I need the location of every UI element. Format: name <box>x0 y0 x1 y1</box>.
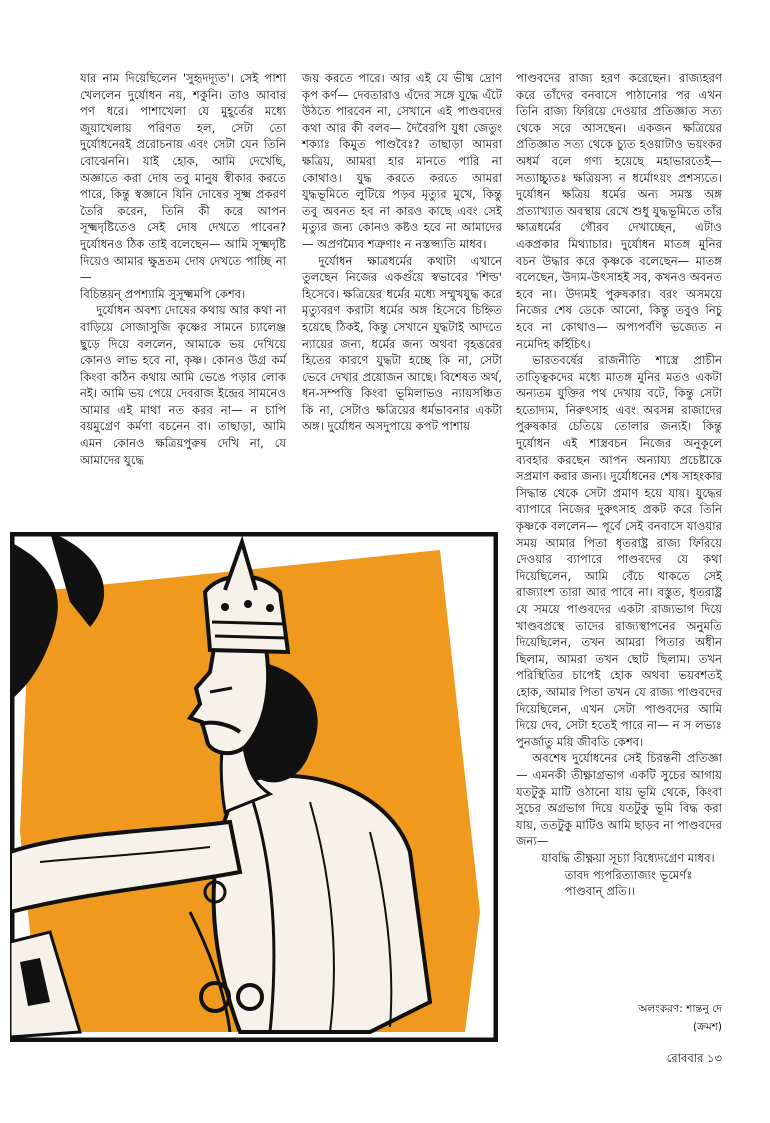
page-folio: রোববার ১৩ <box>666 1051 722 1065</box>
continued-note: (ক্রমশ) <box>692 1021 722 1033</box>
paragraph: অবশেষ দুর্যোধনের সেই চিরন্তনী প্রতিজ্ঞা— এমনকী তীক্ষ্ণাগ্রভাগ একটি সুচের আগায় যতটুকু মাটি ওঠানো যায় ভূমি থেকে, কিংবা সুচের অগ্রভাগ দিয়ে যতটুকু ভূমি বিদ্ধ করা যায়, ততটুকু মাটিও আমি ছাড়ব না পাণ্ডবদের জন্য— <box>516 751 722 849</box>
illustrator-credit: অলংকরণ: শান্তনু দে <box>638 1003 722 1015</box>
text-column-1 <box>80 70 286 468</box>
credit-block <box>612 1000 722 1036</box>
text-column-3 <box>516 70 722 900</box>
paragraph: জয় করতে পারে। আর এই যে ভীষ্ম দ্রোণ কৃপ কর্ণ— দেবতারাও এঁদের সঙ্গে যুদ্ধে এঁটে উঠতে পারবেন না, সেখানে এই পাণ্ডবদের কথা আর কী বলব— দৈবৈরপি যুধা জেতুং শক্যাঃ কিমুত পাণ্ডবৈঃ? তাছাড়া আমরা ক্ষত্রিয়, আমরা হার মানতে পারি না কোথাও। যুদ্ধ করতে করতে আমরা যুদ্ধভূমিতে লুটিয়ে পড়ব মৃত্যুর মুখে, কিন্তু তবু অবনত হব না কারও কাছে এবং সেই মৃত্যুর জন্য কোনও কষ্টও হবে না আমাদের— অপ্রণম্যৈব শত্রুণাং ন নস্তপ্স্যতি মাধব। <box>302 71 502 251</box>
illustration-duryodhana <box>10 532 498 1042</box>
paragraph: ভারতবর্ষের রাজনীতি শাস্ত্রে প্রাচীন তাত্ত্বিকদের মধ্যে মাতঙ্গ মুনির মতও একটা অন্যতম যুক্তির পথ দেখায় বটে, কিন্তু সেটা হতোদ্যম, নিরুৎসাহ এবং অবসন্ন রাজাদের পুরুষকার চেতিয়ে তোলার জন্যই। কিন্তু দুর্যোধন এই শাস্ত্রবচন নিজের অনুকূলে ব্যবহার করছেন আপন অন্যায্য প্রচেষ্টাকে সপ্রমাণ করার জন্য। দুর্যোধনের শেষ সাহংকার সিদ্ধান্ত থেকে সেটা প্রমাণ হয়ে যায়। যুদ্ধের ব্যাপারে নিজের দুরুৎসাহ প্রকট করে তিনি কৃষ্ণকে বললেন— পূর্বে সেই বনবাসে যাওয়ার সময় আমার পিতা ধৃতরাষ্ট্র রাজ্য ফিরিয়ে দেওয়ার ব্যাপারে পাণ্ডবদের যে কথা দিয়েছিলেন, আমি বেঁচে থাকতে সেই রাজ্যাংশ তারা আর পাবে না। বস্তুত, ধৃতরাষ্ট্র যে সময়ে পাণ্ডবদের একটা রাজ্যভাগ দিয়ে খাণ্ডবপ্রস্থে তাদের রাজ্যস্থাপনের অনুমতি দিয়েছিলেন, তখন আমরা পিতার অধীন ছিলাম, আমরা তখন ছোট ছিলাম। তখন পরিস্থিতির চাপেই হোক অথবা ভয়বশতই হোক, আমার পিতা তখন যে রাজ্য পাণ্ডবদের দিয়েছিলেন, এখন সেটা পাণ্ডবদের আমি দিয়ে দেব, সেটা হতেই পারে না— ন স লভ্যঃ পুনর্জাতু ময়ি জীবতি কেশব। <box>516 353 722 749</box>
paragraph: দুর্যোধন ক্ষাত্রধর্মের কথাটা এখানে তুলছেন নিজের একগুঁয়ে স্বভাবের 'শিল্ড' হিসেবে। ক্ষত্রিয়ের ধর্মের মধ্যে সম্মুখযুদ্ধ করে মৃত্যুবরণ করাটা ধর্মের অঙ্গ হিসেবে চিহ্নিত হয়েছে ঠিকই, কিন্তু সেখানে যুদ্ধটাই আদতে ন্যায়ের জন্য, ধর্মের জন্য অথবা বৃহত্তরের হিতের কারণে যুদ্ধটা হচ্ছে কি না, সেটা ভেবে দেখার প্রয়োজন আছে। বিশেষত অর্থ, ধন-সম্পত্তি কিংবা ভূমিলাভও ন্যায়সঞ্চিত কি না, সেটাও ক্ষত্রিয়ের ধর্মভাবনার একটা অঙ্গ। দুর্যোধন অসদুপায়ে কপট পাশায় <box>302 253 502 434</box>
paragraph: যাবদ্ধি তীক্ষ্ণয়া সূচ্যা বিধ্যেদগ্রেণ মাধব। <box>541 850 715 865</box>
paragraph: বিচিন্তয়ন্ প্রপশ্যামি সুসূক্ষ্মমপি কেশব। <box>80 286 246 301</box>
paragraph: দুর্যোধন অবশ্য দোষের কথায় আর কথা না বাড়িয়ে সোজাসুজি কৃষ্ণের সামনে চ্যালেঞ্জ ছুড়ে দিয়ে বললেন, আমাকে ভয় দেখিয়ে কোনও লাভ হবে না, কৃষ্ণ। কোনও উগ্র কর্ম কিংবা কঠিন কথায় আমি ভেঙে পড়ার লোক নই। আমি ভয় পেয়ে দেবরাজ ইন্দ্রের সামনেও আমার এই মাথা নত করব না— ন চাপি বয়মুগ্রেণ কর্মণা বচনেন বা। তাছাড়া, আমি এমন কোনও ক্ষত্রিয়পুরুষ দেখি না, যে আমাদের যুদ্ধে <box>80 303 286 467</box>
paragraph: তাবদ প্যপরিত্যাজ্যং ভূমের্ণঃ পাণ্ডবান্ প্রতি।। <box>564 867 693 899</box>
paragraph: পাণ্ডবদের রাজ্য হরণ করেছেন। রাজ্যহরণ করে তাঁদের বনবাসে পাঠানোর পর এখন তিনি রাজ্য ফিরিয়ে দেওয়ার প্রতিজ্ঞাত সত্য থেকে সরে আসছেন। একজন ক্ষত্রিয়ের প্রতিজ্ঞাত সত্য থেকে চ্যুত হওয়াটাও ভয়ংকর অধর্ম বলে গণ্য হয়েছে মহাভারতেই— সত্যাচ্চ্যুতঃ ক্ষত্রিয়স্য ন ধর্মোঽয়ং প্রশস্যতে। দুর্যোধন ক্ষত্রিয় ধর্মের অন্য সমস্ত অঙ্গ প্রত্যাখ্যাত অবস্থায় রেখে শুধু যুদ্ধভূমিতে তাঁর ক্ষাত্রধর্মের গৌরব দেখাচ্ছেন, এটাও একপ্রকার মিথ্যাচার। দুর্যোধন মাতঙ্গ মুনির বচন উদ্ধার করে কৃষ্ণকে বলেছেন— মাতঙ্গ বলেছেন, উদ্যম-উৎসাহই সব, কখনও অবনত হবে না। উদ্যমই পুরুষকার। বরং অসময়ে নিজের শেষ ডেকে আনো, কিন্তু তবুও নিচু হবে না কোথাও— অপ্যপর্বণি ভজ্যেত ন নমেদিহ কর্হিচিৎ। <box>516 71 722 351</box>
text-column-2 <box>302 70 502 435</box>
paragraph: যার নাম দিয়েছিলেন 'সুহৃদদ্যূত'। সেই পাশা খেললেন দুর্যোধন নয়, শকুনি। তাও আবার পণ ধরে। পাশাখেলা যে মুহূর্তের মধ্যে জুয়াখেলায় পরিণত হল, সেটা তো দুর্যোধনেরই প্ররোচনায় এবং সেটা যেন তিনি বোঝেননি। যাই হোক, আমি দেখেছি, অজ্ঞাতে করা দোষ তবু মানুষ স্বীকার করতে পারে, কিন্তু স্বজ্ঞানে যিনি দোষের সূক্ষ্ম প্রকরণ তৈরি করেন, তিনি কী করে আপন সূক্ষ্মদৃষ্টিতেও সেই দোষ দেখতে পাবেন? দুর্যোধনও ঠিক তাই বলেছেন— আমি সূক্ষ্মদৃষ্টি দিয়েও আমার ক্ষুদ্রতম দোষ দেখতে পাচ্ছি না— <box>80 71 286 285</box>
